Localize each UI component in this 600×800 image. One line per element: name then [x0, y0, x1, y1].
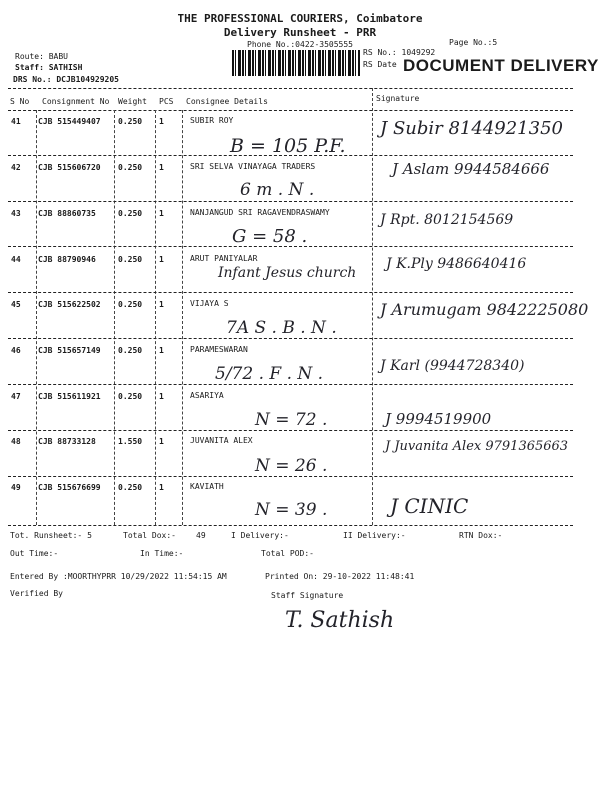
rtn-dox: RTN Dox:-: [459, 531, 503, 540]
total-dox-label: Total Dox:-: [123, 531, 176, 540]
row-divider: [8, 430, 573, 431]
row-sno: 41: [11, 117, 21, 126]
row-divider: [8, 476, 573, 477]
row-consignment: CJB 515676699: [38, 483, 101, 492]
row-weight: 0.250: [118, 392, 143, 401]
page-number: Page No.:5: [449, 38, 498, 47]
row-sno: 44: [11, 255, 21, 264]
i-delivery: I Delivery:-: [231, 531, 289, 540]
row-sno: 45: [11, 300, 21, 309]
row-signature-handwriting: J Subir 8144921350: [380, 118, 563, 139]
row-consignment: CJB 515606720: [38, 163, 101, 172]
row-address-handwriting: 5/72 . F . N .: [215, 364, 324, 384]
row-pcs: 1: [159, 300, 164, 309]
table-rule-bottom: [8, 525, 573, 526]
entered-by: Entered By :MOORTHYPRR 10/29/2022 11:54:15 AM: [10, 572, 227, 581]
row-signature-handwriting: J Arumugam 9842225080: [380, 300, 589, 319]
runsheet-title: Delivery Runsheet - PRR: [223, 26, 377, 39]
row-consignment: CJB 88860735: [38, 209, 96, 218]
row-address-handwriting: 6 m . N .: [240, 180, 315, 200]
row-sno: 42: [11, 163, 21, 172]
row-sno: 47: [11, 392, 21, 401]
row-pcs: 1: [159, 392, 164, 401]
row-weight: 0.250: [118, 117, 143, 126]
in-time: In Time:-: [140, 549, 184, 558]
row-address-handwriting: N = 39 .: [255, 500, 328, 520]
phone-number: Phone No.:0422-3505555: [247, 40, 353, 49]
row-consignee: NANJANGUD SRI RAGAVENDRASWAMY: [190, 208, 330, 217]
row-weight: 0.250: [118, 346, 143, 355]
row-pcs: 1: [159, 209, 164, 218]
row-consignee: KAVIATH: [190, 482, 224, 491]
col-separator: [114, 110, 115, 525]
document-delivery-stamp: DOCUMENT DELIVERY: [403, 56, 599, 75]
staff-signature-handwriting: T. Sathish: [285, 608, 395, 633]
tot-runsheet: Tot. Runsheet:- 5: [10, 531, 92, 540]
verified-by: Verified By: [10, 589, 63, 598]
row-sno: 46: [11, 346, 21, 355]
rs-number: RS No.: 1049292: [363, 48, 436, 57]
total-dox-value: 49: [196, 531, 206, 540]
drs-number: DRS No.: DCJB104929205: [13, 75, 119, 84]
staff-signature-label: Staff Signature: [271, 591, 344, 600]
row-consignment: CJB 515657149: [38, 346, 101, 355]
row-pcs: 1: [159, 117, 164, 126]
col-separator: [155, 110, 156, 525]
row-consignee: ASARIYA: [190, 391, 224, 400]
col-separator: [36, 110, 37, 525]
route-label: Route: BABU: [15, 52, 68, 61]
row-divider: [8, 155, 573, 156]
row-weight: 0.250: [118, 483, 143, 492]
row-pcs: 1: [159, 255, 164, 264]
staff-label: Staff: SATHISH: [15, 63, 83, 72]
row-consignment: CJB 88790946: [38, 255, 96, 264]
row-divider: [8, 338, 573, 339]
row-divider: [8, 246, 573, 247]
row-signature-handwriting: J 9994519900: [385, 410, 492, 428]
row-weight: 0.250: [118, 255, 143, 264]
row-divider: [8, 292, 573, 293]
row-address-handwriting: Infant Jesus church: [218, 265, 357, 281]
row-pcs: 1: [159, 163, 164, 172]
row-divider: [8, 201, 573, 202]
rs-date-label: RS Date: [363, 60, 397, 69]
header-rule-top: [8, 88, 573, 89]
row-weight: 0.250: [118, 209, 143, 218]
row-signature-handwriting: J Karl (9944728340): [380, 358, 525, 374]
row-pcs: 1: [159, 483, 164, 492]
header-rule-bottom: [8, 110, 573, 111]
col-weight: Weight: [118, 97, 147, 106]
row-weight: 0.250: [118, 300, 143, 309]
row-consignment: CJB 515611921: [38, 392, 101, 401]
row-signature-handwriting: J Juvanita Alex 9791365663: [385, 439, 569, 454]
company-title: THE PROFESSIONAL COURIERS, Coimbatore: [177, 12, 423, 25]
row-pcs: 1: [159, 437, 164, 446]
col-pcs: PCS: [159, 97, 174, 106]
barcode: [232, 50, 360, 76]
row-consignee: ARUT PANIYALAR: [190, 254, 258, 263]
row-signature-handwriting: J Aslam 9944584666: [392, 160, 550, 178]
row-consignment: CJB 88733128: [38, 437, 96, 446]
col-separator: [372, 88, 373, 525]
row-address-handwriting: N = 26 .: [255, 456, 328, 476]
printed-on: Printed On: 29-10-2022 11:48:41: [265, 572, 415, 581]
col-signature: Signature: [376, 94, 420, 103]
col-consignee: Consignee Details: [186, 97, 268, 106]
row-signature-handwriting: J CINIC: [390, 494, 469, 518]
row-address-handwriting: N = 72 .: [255, 410, 328, 430]
row-sno: 48: [11, 437, 21, 446]
row-signature-handwriting: J K.Ply 9486640416: [386, 256, 527, 272]
out-time: Out Time:-: [10, 549, 59, 558]
row-signature-handwriting: J Rpt. 8012154569: [380, 212, 514, 228]
row-consignee: SUBIR ROY: [190, 116, 234, 125]
row-weight: 1.550: [118, 437, 143, 446]
row-weight: 0.250: [118, 163, 143, 172]
total-pod: Total POD:-: [261, 549, 314, 558]
row-consignment: CJB 515622502: [38, 300, 101, 309]
col-consignment: Consignment No: [42, 97, 110, 106]
row-pcs: 1: [159, 346, 164, 355]
row-address-handwriting: B = 105 P.F.: [230, 135, 346, 157]
row-divider: [8, 384, 573, 385]
row-sno: 43: [11, 209, 21, 218]
row-sno: 49: [11, 483, 21, 492]
row-address-handwriting: 7A S . B . N .: [226, 318, 337, 338]
ii-delivery: II Delivery:-: [343, 531, 406, 540]
row-address-handwriting: G = 58 .: [232, 226, 308, 247]
col-sno: S No: [10, 97, 30, 106]
row-consignee: SRI SELVA VINAYAGA TRADERS: [190, 162, 316, 171]
row-consignee: VIJAYA S: [190, 299, 229, 308]
row-consignee: PARAMESWARAN: [190, 345, 248, 354]
col-separator: [182, 110, 183, 525]
row-consignee: JUVANITA ALEX: [190, 436, 253, 445]
row-consignment: CJB 515449407: [38, 117, 101, 126]
